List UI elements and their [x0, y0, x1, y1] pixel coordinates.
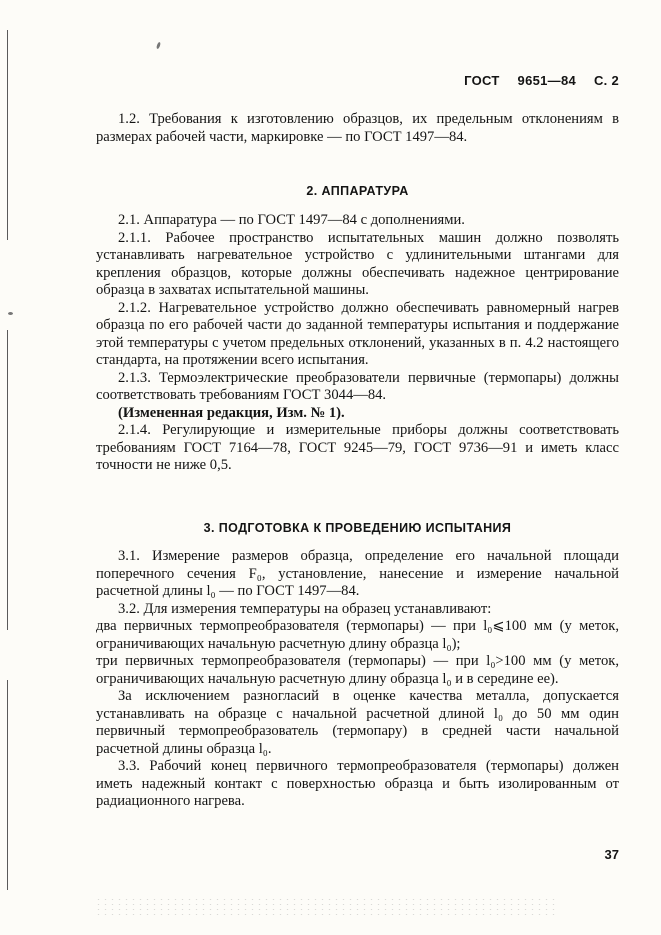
paragraph-1-2: 1.2. Требования к изготовлению образцов, их предельным отклонениям в размерах рабочей части, маркировке — по ГОСТ 1497—84. [96, 111, 619, 145]
paragraph-2-1-2: 2.1.2. Нагревательное устройство должно обеспечивать равномерный нагрев образца по его рабочей части до заданной температуры испытания и поддержание этой температуры с учетом предельных отклонений, указанных в п. 4.2 настоящего стандарта, на протяжении всего испытания. [96, 299, 619, 368]
amendment-note: (Измененная редакция, Изм. № 1). [118, 404, 345, 421]
paragraph-2-1-3: 2.1.3. Термоэлектрические преобразователи первичные (термопары) должны соответствовать требованиям ГОСТ 3044—84. [96, 369, 619, 403]
header-standard: ГОСТ [464, 73, 500, 88]
scan-margin-line [7, 680, 8, 890]
scan-margin-line [7, 330, 8, 630]
scan-speck [8, 312, 13, 315]
paragraph-2-1-4: 2.1.4. Регулирующие и измерительные приборы должны соответствовать требованиям ГОСТ 7164—78, ГОСТ 9245—79, ГОСТ 9736—91 и иметь класс точности не ниже 0,5. [96, 422, 619, 473]
header-page-label: С. 2 [593, 73, 619, 88]
page-number: 37 [604, 847, 619, 862]
intro-block [96, 111, 619, 146]
header-code: 9651—84 [517, 73, 577, 88]
paragraph-exception: За исключением разногласий в оценке качества металла, допускается устанавливать на образце с начальной расчетной длиной l₀ до 50 мм один первичный термопреобразователь (термопару) в средней части начальной расчетной длины образца l₀. [96, 688, 619, 757]
section-2-title: 2. АППАРАТУРА [306, 184, 409, 198]
section-3-title: 3. ПОДГОТОВКА К ПРОВЕДЕНИЮ ИСПЫТАНИЯ [203, 521, 512, 535]
section-2-body [96, 212, 619, 475]
scan-speck [156, 42, 161, 50]
paragraph-3-3: 3.3. Рабочий конец первичного термопреобразователя (термопары) должен иметь надежный контакт с поверхностью образца и быть изолированным от радиационного нагрева. [96, 758, 619, 809]
paragraph-3-1: 3.1. Измерение размеров образца, определение его начальной площади поперечного сечения F₀, установление, нанесение и измерение начальной расчетной длины l₀ — по ГОСТ 1497—84. [96, 548, 619, 599]
list-item-two-thermocouples: два первичных термопреобразователя (термопары) — при l₀⩽100 мм (у меток, ограничивающих начальную расчетную длину образца l₀); [96, 618, 619, 652]
paragraph-2-1: 2.1. Аппаратура — по ГОСТ 1497—84 с дополнениями. [118, 212, 465, 228]
scan-noise [95, 897, 555, 919]
scan-margin-line [7, 30, 8, 240]
list-item-three-thermocouples: три первичных термопреобразователя (термопары) — при l₀>100 мм (у меток, ограничивающих начальную расчетную длину образца l₀ и в середине ее). [96, 653, 619, 687]
running-header [450, 73, 619, 88]
section-3-body [96, 548, 619, 811]
paragraph-3-2: 3.2. Для измерения температуры на образец устанавливают: [118, 600, 492, 617]
paragraph-2-1-1: 2.1.1. Рабочее пространство испытательных машин должно позволять устанавливать нагревательное устройство с удлинительными штангами для крепления образцов, которые должны обеспечивать надежное центрирование образца в захватах испытательной машины. [96, 229, 619, 298]
